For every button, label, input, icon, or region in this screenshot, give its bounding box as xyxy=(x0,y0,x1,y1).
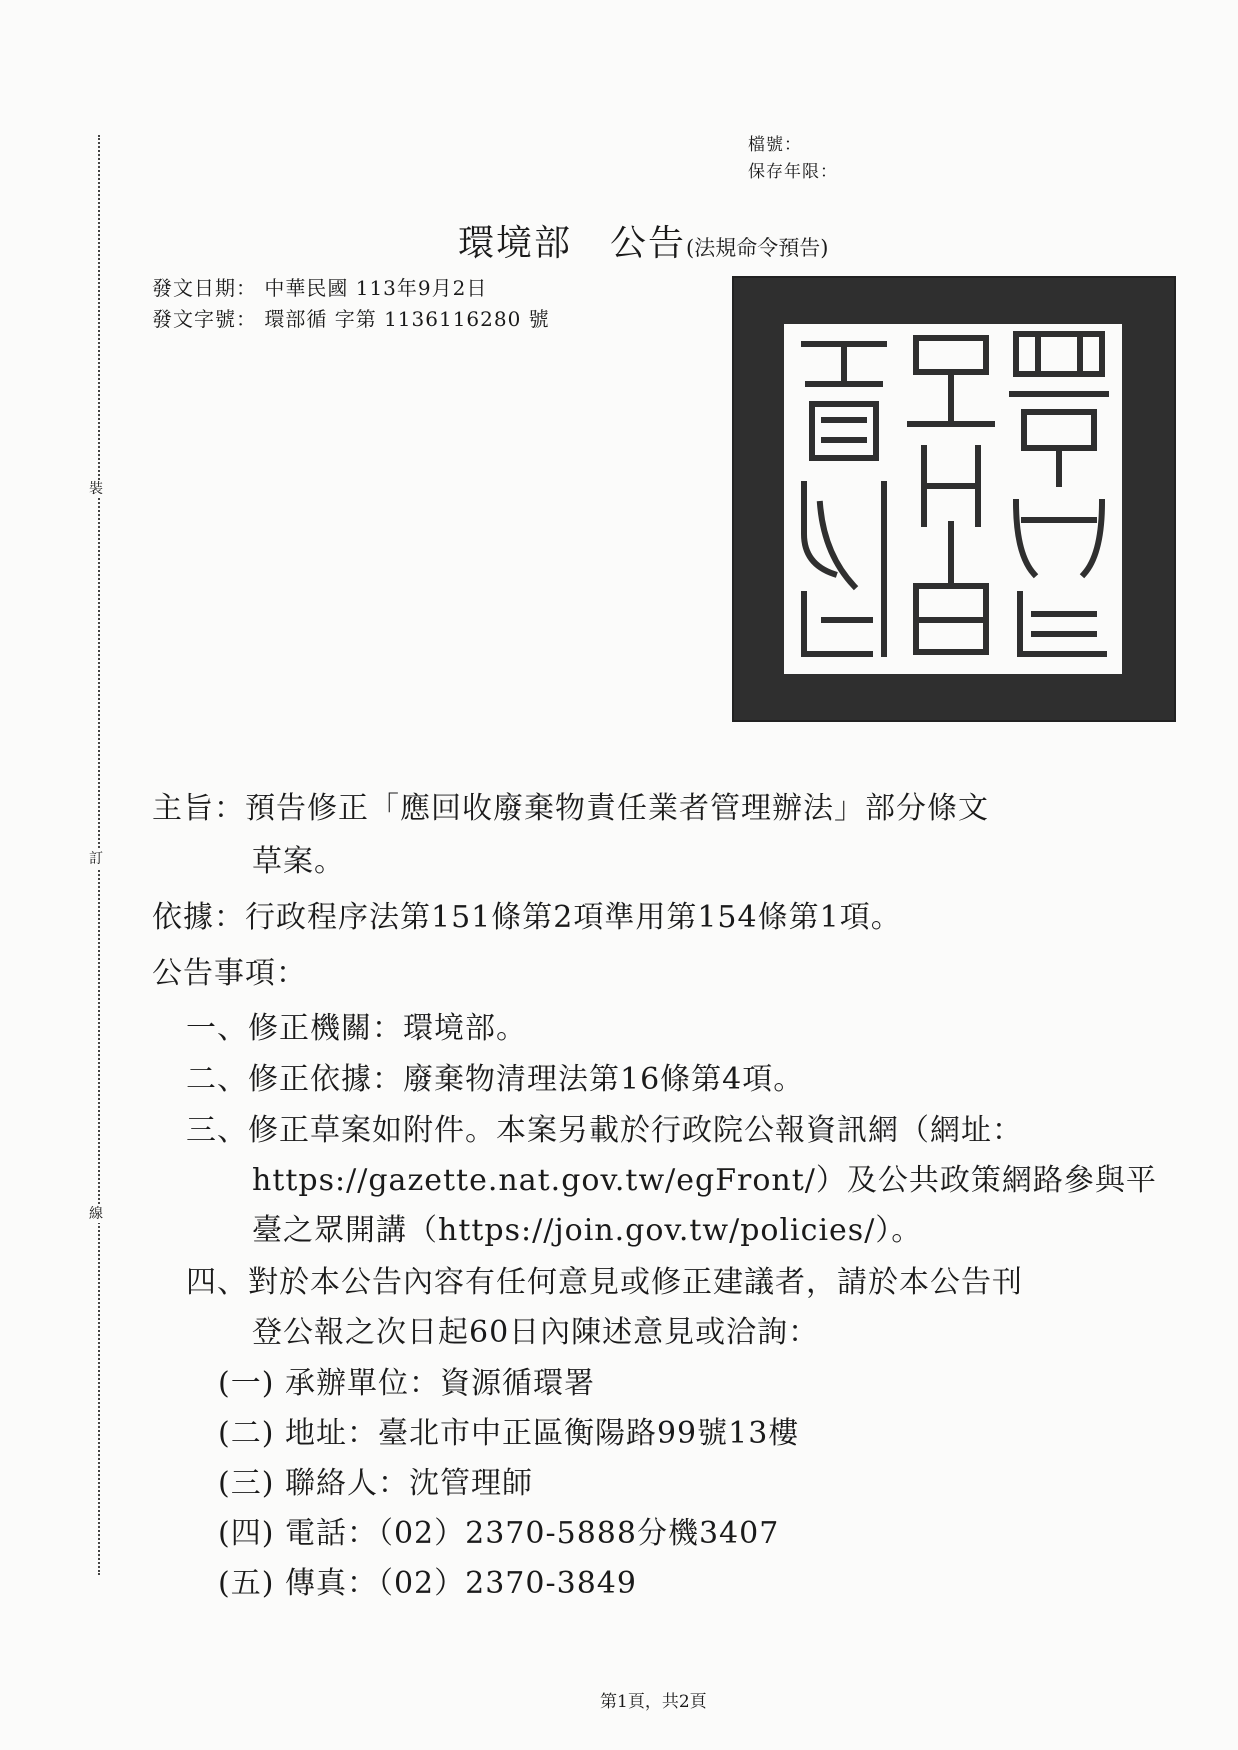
contact-address: (二) 地址：臺北市中正區衡陽路99號13樓 xyxy=(218,1416,800,1451)
issue-reference xyxy=(152,303,550,332)
item-2: 二、修正依據：廢棄物清理法第16條第4項。 xyxy=(186,1062,805,1097)
seal-glyphs xyxy=(784,324,1122,674)
issue-date-label: 發文日期： xyxy=(152,276,257,300)
item-3-line-2: https://gazette.nat.gov.tw/egFront/）及公共政策網路參與平 xyxy=(252,1163,1157,1198)
contact-fax: (五) 傳真：（02）2370-3849 xyxy=(218,1566,637,1601)
binding-mark-zhuang: 裝 xyxy=(89,481,103,497)
item-4-line-2: 登公報之次日起60日內陳述意見或洽詢： xyxy=(252,1315,820,1350)
subject-line-2: 草案。 xyxy=(252,844,345,879)
retention-period-label: 保存年限： xyxy=(748,162,838,182)
item-3-line-1: 三、修正草案如附件。本案另載於行政院公報資訊網（網址： xyxy=(186,1113,1023,1148)
title-main: 環境部 公告 xyxy=(458,223,687,264)
title-note: (法規命令預告) xyxy=(686,236,829,260)
contact-unit: (一) 承辦單位：資源循環署 xyxy=(218,1366,595,1401)
issue-date xyxy=(152,272,487,301)
contact-phone: (四) 電話：（02）2370-5888分機3407 xyxy=(218,1516,780,1551)
item-4-line-1: 四、對於本公告內容有任何意見或修正建議者，請於本公告刊 xyxy=(186,1265,1023,1300)
issue-date-value: 中華民國 113年9月2日 xyxy=(264,276,488,300)
official-seal-icon xyxy=(732,276,1176,722)
legal-basis: 依據：行政程序法第151條第2項準用第154條第1項。 xyxy=(152,900,902,935)
item-3-line-3: 臺之眾開講（https://join.gov.tw/policies/）。 xyxy=(252,1213,923,1248)
binding-mark-ding: 訂 xyxy=(89,851,103,867)
contact-person: (三) 聯絡人：沈管理師 xyxy=(218,1466,533,1501)
seal-field xyxy=(784,324,1122,674)
issue-ref-label: 發文字號： xyxy=(152,307,257,331)
file-number-label: 檔號： xyxy=(748,135,802,155)
item-1: 一、修正機關：環境部。 xyxy=(186,1011,527,1046)
announcement-heading: 公告事項： xyxy=(152,956,307,991)
issue-ref-value: 環部循 字第 1136116280 號 xyxy=(264,307,550,331)
subject-line-1: 主旨：預告修正「應回收廢棄物責任業者管理辦法」部分條文 xyxy=(152,791,989,826)
binding-mark-xian: 線 xyxy=(89,1206,103,1222)
document-title xyxy=(458,215,828,266)
page-number: 第1頁，共2頁 xyxy=(600,1692,707,1712)
